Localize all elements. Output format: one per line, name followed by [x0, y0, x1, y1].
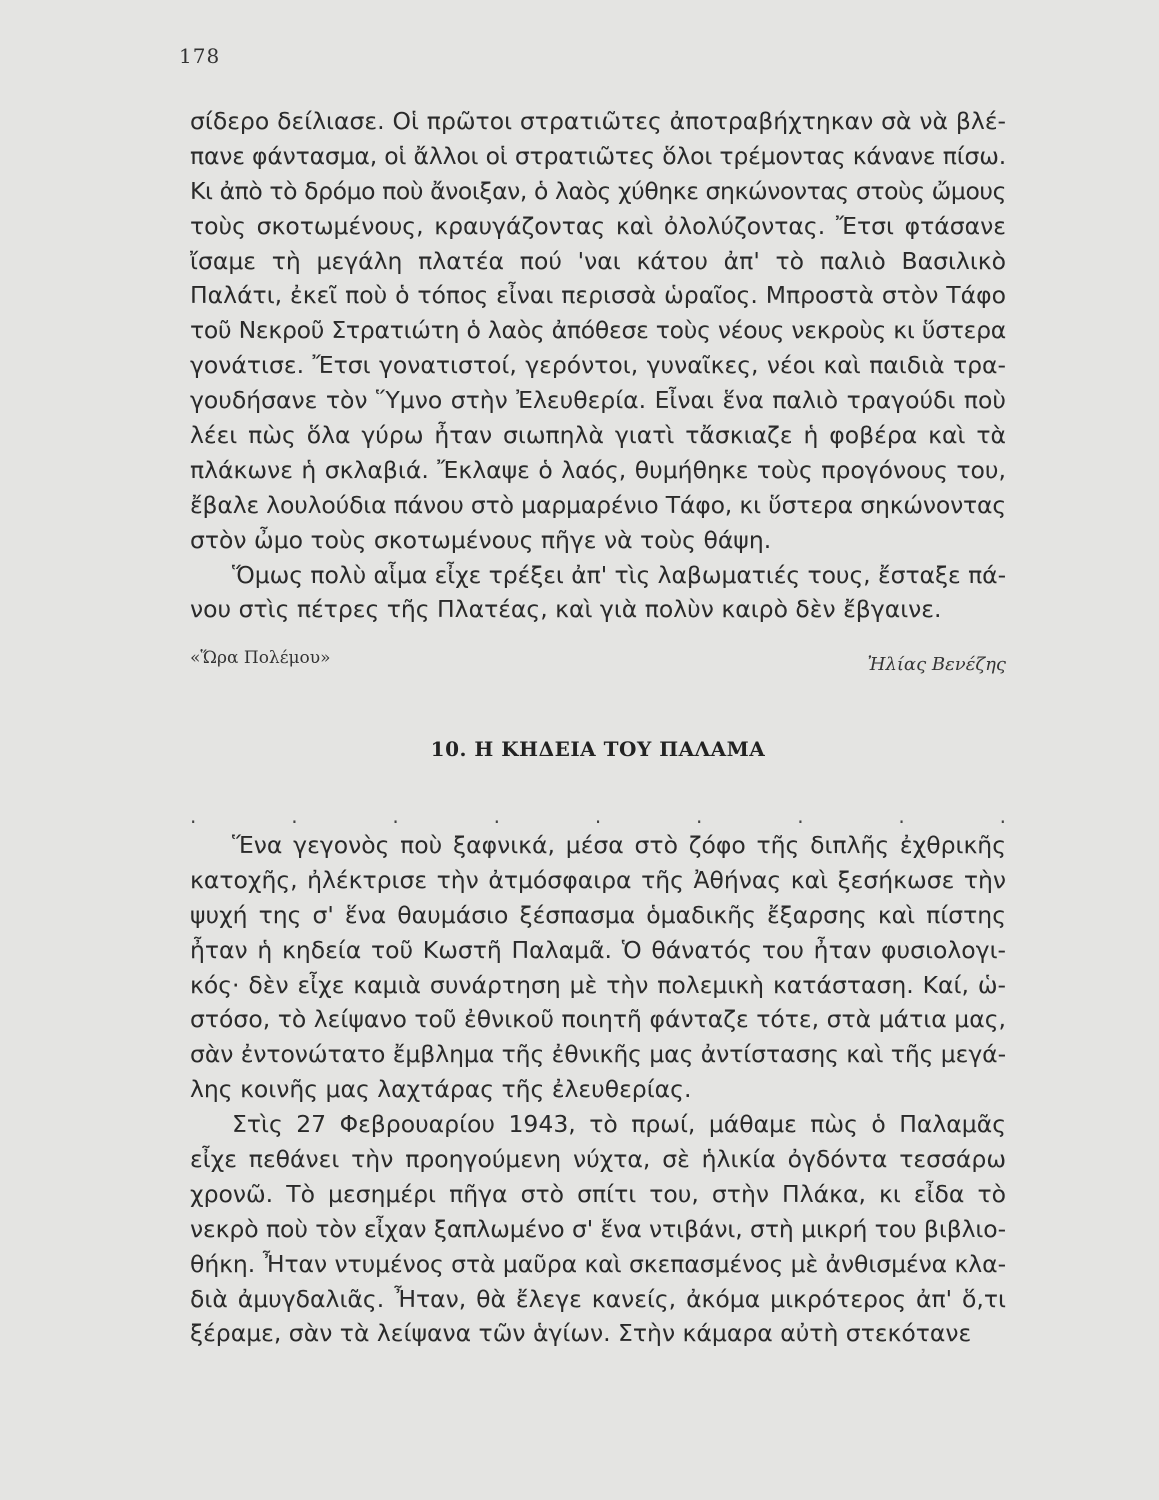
page-number: 178 — [179, 44, 221, 68]
text-line: σίδερο δείλιασε. Οἱ πρῶτοι στρατιῶτες ἀποτραβήχτηκαν σὰ νὰ βλέ- — [190, 107, 1006, 135]
text-line: τοῦ Νεκροῦ Στρατιώτη ὁ λαὸς ἀπόθεσε τοὺς νέους νεκροὺς κι ὕστερα — [190, 316, 1006, 345]
dot: . — [291, 804, 298, 828]
text-line: Κι ἀπὸ τὸ δρόμο ποὺ ἄνοιξαν, ὁ λαὸς χύθηκε σηκώνοντας στοὺς ὤμους — [190, 176, 1006, 205]
text-line: θήκη. Ἦταν ντυμένος στὰ μαῦρα καὶ σκεπασμένος μὲ ἀνθισμένα κλα- — [190, 1249, 1006, 1278]
text-line: Παλάτι, ἐκεῖ ποὺ ὁ τόπος εἶναι περισσὰ ὡραῖος. Μπροστὰ στὸν Τάφο — [190, 281, 1006, 310]
separator-dots — [190, 804, 1006, 828]
text-line: λέει πὼς ὅλα γύρω ἦταν σιωπηλὰ γιατὶ τἄσκιαζε ἡ φοβέρα καὶ τὰ — [190, 421, 1006, 450]
text-line: κός· δὲν εἶχε καμιὰ συνάρτηση μὲ τὴν πολεμικὴ κατάσταση. Καί, ὡ- — [190, 970, 1006, 999]
dot: . — [594, 804, 602, 828]
dot: . — [696, 804, 703, 828]
text-block-1 — [190, 104, 1006, 627]
text-line: στὸν ὦμο τοὺς σκοτωμένους πῆγε νὰ τοὺς θάψη. — [190, 525, 772, 554]
section-heading: 10. Η ΚΗΔΕΙΑ ΤΟΥ ΠΑΛΑΜΑ — [430, 737, 766, 761]
text-line: Ἕνα γεγονὸς ποὺ ξαφνικά, μέσα στὸ ζόφο τῆς διπλῆς ἐχθρικῆς — [232, 831, 1006, 859]
dot: . — [898, 804, 905, 828]
text-line: νεκρὸ ποὺ τὸν εἶχαν ξαπλωμένο σ' ἕνα ντιβάνι, στὴ μικρή του βιβλιο- — [190, 1214, 1006, 1243]
text-line: στόσο, τὸ λείψανο τοῦ ἐθνικοῦ ποιητῆ φάνταζε τότε, στὰ μάτια μας, — [190, 1005, 1006, 1034]
text-line: ξέραμε, σὰν τὰ λείψανα τῶν ἁγίων. Στὴν κάμαρα αὐτὴ στεκότανε — [190, 1319, 972, 1348]
text-line: ἔβαλε λουλούδια πάνου στὸ μαρμαρένιο Τάφο, κι ὕστερα σηκώνοντας — [190, 490, 1006, 519]
text-line: γουδήσανε τὸν Ὕμνο στὴν Ἐλευθερία. Εἶναι ἕνα παλιὸ τραγούδι ποὺ — [190, 386, 1006, 415]
dot: . — [493, 804, 500, 828]
dot: . — [999, 804, 1006, 828]
text-line: Στὶς 27 Φεβρουαρίου 1943, τὸ πρωί, μάθαμε πὼς ὁ Παλαμᾶς — [232, 1110, 1006, 1139]
text-block-2 — [190, 828, 1006, 1351]
text-line: νου στὶς πέτρες τῆς Πλατέας, καὶ γιὰ πολὺν καιρὸ δὲν ἔβγαινε. — [190, 595, 942, 624]
text-line: διὰ ἀμυγδαλιᾶς. Ἦταν, θὰ ἔλεγε κανείς, ἀκόμα μικρότερος ἀπ' ὅ,τι — [190, 1284, 1006, 1313]
dot: . — [797, 804, 804, 828]
text-line: ἦταν ἡ κηδεία τοῦ Κωστῆ Παλαμᾶ. Ὁ θάνατός του ἦταν φυσιολογι- — [190, 935, 1006, 964]
text-line: γονάτισε. Ἔτσι γονατιστοί, γερόντοι, γυναῖκες, νέοι καὶ παιδιὰ τρα- — [190, 351, 1006, 380]
text-line: κατοχῆς, ἠλέκτρισε τὴν ἀτμόσφαιρα τῆς Ἀθήνας καὶ ξεσήκωσε τὴν — [190, 865, 1006, 894]
author-name: Ἠλίας Βενέζης — [867, 654, 1006, 675]
dot: . — [190, 804, 197, 828]
text-line: χρονῶ. Τὸ μεσημέρι πῆγα στὸ σπίτι του, στὴν Πλάκα, κι εἶδα τὸ — [190, 1179, 1006, 1208]
source-title: «Ὥρα Πολέμου» — [190, 648, 331, 668]
dot: . — [392, 804, 399, 828]
text-line: εἶχε πεθάνει τὴν προηγούμενη νύχτα, σὲ ἡλικία ὀγδόντα τεσσάρω — [190, 1145, 1006, 1174]
text-line: ἴσαμε τὴ μεγάλη πλατέα πού 'ναι κάτου ἀπ' τὸ παλιὸ Βασιλικὸ — [190, 246, 1006, 275]
text-line: ψυχή της σ' ἕνα θαυμάσιο ξέσπασμα ὁμαδικῆς ἔξαρσης καὶ πίστης — [190, 900, 1006, 929]
text-line: λης κοινῆς μας λαχτάρας τῆς ἐλευθερίας. — [190, 1075, 692, 1104]
text-line: τοὺς σκοτωμένους, κραυγάζοντας καὶ ὀλολύζοντας. Ἔτσι φτάσανε — [190, 211, 1006, 240]
text-line: Ὅμως πολὺ αἷμα εἶχε τρέξει ἀπ' τὶς λαβωματιές τους, ἔσταξε πά- — [232, 560, 1006, 589]
text-line: πανε φάντασμα, οἱ ἄλλοι οἱ στρατιῶτες ὅλοι τρέμοντας κάνανε πίσω. — [190, 141, 1006, 170]
text-line: σὰν ἐντονώτατο ἔμβλημα τῆς ἐθνικῆς μας ἀντίστασης καὶ τῆς μεγά- — [190, 1040, 1006, 1069]
text-line: πλάκωνε ἡ σκλαβιά. Ἔκλαψε ὁ λαός, θυμήθηκε τοὺς προγόνους του, — [190, 455, 1006, 484]
